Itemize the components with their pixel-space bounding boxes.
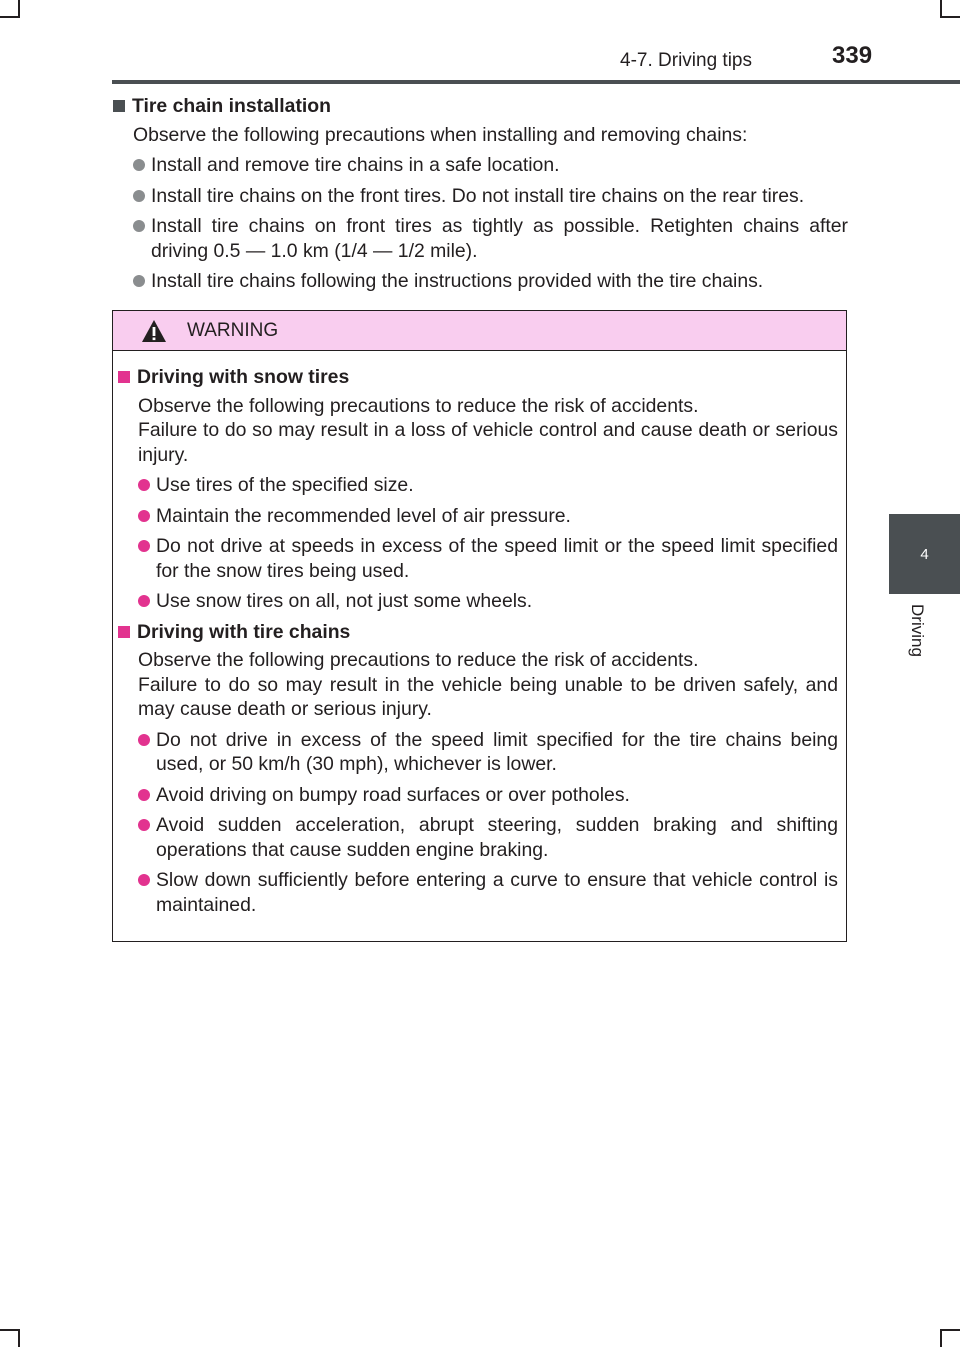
- bullet-dot-icon: [138, 479, 150, 491]
- warning-heading-snow: [118, 365, 838, 390]
- bullet-dot-icon: [138, 819, 150, 831]
- bullet-text: Use snow tires on all, not just some wheels.: [156, 590, 533, 612]
- heading-text: Driving with snow tires: [137, 366, 350, 388]
- square-bullet-icon: [118, 626, 130, 638]
- bullet-text: Install tire chains on front tires as tightly as possible. Retighten chains after driving 0.5 — 1.0 km (1/4 — 1/2 mile).: [151, 215, 848, 262]
- bullet-text: Avoid sudden acceleration, abrupt steering, sudden braking and shifting operations that cause sudden engine braking.: [156, 814, 838, 861]
- list-item: [118, 589, 838, 614]
- crop-mark: [940, 1329, 942, 1347]
- list-item: [113, 184, 848, 209]
- intro-text: Observe the following precautions to reduce the risk of accidents.: [138, 394, 699, 417]
- list-item: [113, 214, 848, 263]
- chapter-number: 4: [920, 545, 929, 563]
- list-item: [113, 269, 848, 294]
- square-bullet-icon: [118, 371, 130, 383]
- list-item: [118, 868, 838, 917]
- intro-text: Observe the following precautions when installing and removing chains:: [133, 123, 748, 146]
- bullet-text: Do not drive in excess of the speed limit specified for the tire chains being used, or 50 km/h (30 mph), whichever is lower.: [156, 728, 838, 775]
- list-item: [118, 783, 838, 808]
- list-item: [113, 153, 848, 178]
- warning-header: [113, 311, 846, 351]
- bullet-text: Avoid driving on bumpy road surfaces or over potholes.: [156, 783, 630, 806]
- bullet-dot-icon: [138, 510, 150, 522]
- crop-mark: [18, 1329, 20, 1347]
- bullet-dot-icon: [133, 220, 145, 232]
- bullet-list: [118, 473, 838, 614]
- warning-box: [112, 310, 847, 942]
- bullet-text: Use tires of the specified size.: [156, 474, 414, 496]
- square-bullet-icon: [113, 100, 125, 112]
- bullet-text: Slow down sufficiently before entering a curve to ensure that vehicle control is maintained.: [156, 869, 838, 916]
- tire-chain-section: [113, 94, 848, 294]
- bullet-text: Do not drive at speeds in excess of the speed limit or the speed limit specified for the snow tires being used.: [156, 535, 838, 582]
- warning-triangle-icon: [141, 319, 167, 343]
- bullet-dot-icon: [133, 159, 145, 171]
- bullet-dot-icon: [138, 595, 150, 607]
- section-title: 4-7. Driving tips: [620, 50, 752, 71]
- intro-text: Failure to do so may result in the vehicle being unable to be driven safely, and may cause death or serious injury.: [138, 673, 838, 720]
- crop-mark: [18, 0, 20, 18]
- bullet-text: Maintain the recommended level of air pressure.: [156, 504, 571, 527]
- bullet-list: [118, 728, 838, 918]
- header-rule: [112, 80, 960, 84]
- bullet-text: Install tire chains following the instructions provided with the tire chains.: [151, 270, 764, 292]
- bullet-dot-icon: [133, 275, 145, 287]
- crop-mark: [940, 1329, 960, 1331]
- bullet-dot-icon: [138, 540, 150, 552]
- section-heading: [113, 94, 848, 119]
- chapter-tab: [889, 514, 960, 594]
- crop-mark: [940, 0, 942, 18]
- warning-heading-chains: [118, 620, 838, 645]
- warning-title: WARNING: [187, 319, 279, 341]
- bullet-dot-icon: [138, 789, 150, 801]
- bullet-list: [113, 153, 848, 294]
- heading-text: Tire chain installation: [132, 95, 331, 117]
- heading-text: Driving with tire chains: [137, 620, 351, 643]
- crop-mark: [0, 16, 20, 18]
- chapter-label: Driving: [908, 604, 927, 657]
- bullet-dot-icon: [138, 734, 150, 746]
- list-item: [118, 813, 838, 862]
- list-item: [118, 728, 838, 777]
- list-item: [118, 504, 838, 529]
- list-item: [118, 473, 838, 498]
- warning-body: [113, 351, 846, 917]
- crop-mark: [0, 1329, 20, 1331]
- bullet-text: Install tire chains on the front tires. Do not install tire chains on the rear tires.: [151, 184, 805, 207]
- intro-text: Failure to do so may result in a loss of vehicle control and cause death or serious injury.: [138, 419, 838, 466]
- list-item: [118, 534, 838, 583]
- crop-mark: [940, 16, 960, 18]
- page-number: 339: [832, 42, 873, 69]
- bullet-text: Install and remove tire chains in a safe location.: [151, 154, 560, 176]
- bullet-dot-icon: [138, 874, 150, 886]
- bullet-dot-icon: [133, 190, 145, 202]
- intro-text: Observe the following precautions to reduce the risk of accidents.: [138, 649, 699, 671]
